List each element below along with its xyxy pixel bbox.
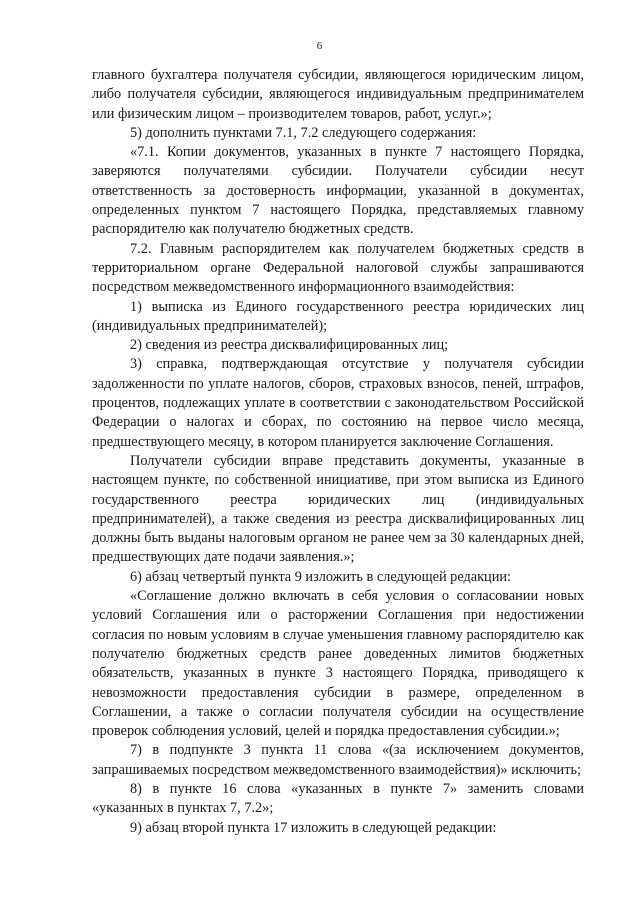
paragraph-agreement-text: «Соглашение должно включать в себя условия о согласовании новых условий Соглашения или о расторжении Соглашения при недостижении согласия по новым условиям в случае уменьшения главному распорядителю как получателю бюджетных средств ранее доведенных лимитов бюджетных обязательств, указанных в пункте 3 настоящего Порядка, приводящего к невозможности предоставления субсидии в размере, определенном в Соглашении, а также о согласии получателя субсидии на осуществление проверок соблюдения условий, целей и порядка предоставления субсидии.»;: [92, 588, 584, 740]
paragraph-continuation: главного бухгалтера получателя субсидии, являющегося юридическим лицом, либо получателя субсидии, являющегося индивидуальным предпринимателем или физическим лицом – производителем товаров, работ, услуг.»;: [92, 67, 584, 122]
paragraph-subitem-2: 2) сведения из реестра дисквалифицированных лиц;: [130, 337, 449, 354]
paragraph-7-2: 7.2. Главным распорядителем как получателем бюджетных средств в территориальном органе Федеральной налоговой службы запрашиваются посредством межведомственного информационного взаимодействия:: [92, 240, 584, 296]
document-body: [92, 66, 584, 838]
paragraph-recipients-right: Получатели субсидии вправе представить документы, указанные в настоящем пункте, по собственной инициативе, при этом выписка из Единого государственного реестра юридических лиц (индивидуальных предпринимателей), а также сведения из реестра дисквалифицированных лиц должны быть выданы налоговым органом не ранее чем за 30 календарных дней, предшествующих дате подачи заявления.»;: [92, 452, 584, 566]
paragraph-subitem-1: 1) выписка из Единого государственного реестра юридических лиц (индивидуальных предпринимателей);: [92, 298, 584, 334]
paragraph-item-8: 8) в пункте 16 слова «указанных в пункте 7» заменить словами «указанных в пунктах 7, 7.2»;: [92, 780, 584, 817]
paragraph-7-1: «7.1. Копии документов, указанных в пункте 7 настоящего Порядка, заверяются получателями субсидии. Получатели субсидии несут ответственность за достоверность информации, указанной в документах, определенных пунктом 7 настоящего Порядка, представляемых главному распорядителю как получателю бюджетных средств.: [92, 144, 584, 238]
paragraph-item-9: 9) абзац второй пункта 17 изложить в следующей редакции:: [130, 819, 497, 836]
paragraph-item-6: 6) абзац четвертый пункта 9 изложить в следующей редакции:: [130, 568, 511, 585]
paragraph-item-5: 5) дополнить пунктами 7.1, 7.2 следующего содержания:: [130, 124, 477, 141]
paragraph-item-7: 7) в подпункте 3 пункта 11 слова «(за исключением документов, запрашиваемых посредством межведомственного взаимодействия)» исключить;: [92, 742, 584, 778]
paragraph-subitem-3: 3) справка, подтверждающая отсутствие у получателя субсидии задолженности по уплате налогов, сборов, страховых взносов, пеней, штрафов, процентов, подлежащих уплате в соответствии с законодательством Российской Федерации о налогах и сборах, по состоянию на первое число месяца, предшествующего месяцу, в котором планируется заключение Соглашения.: [92, 356, 584, 450]
page-number: 6: [316, 40, 323, 52]
